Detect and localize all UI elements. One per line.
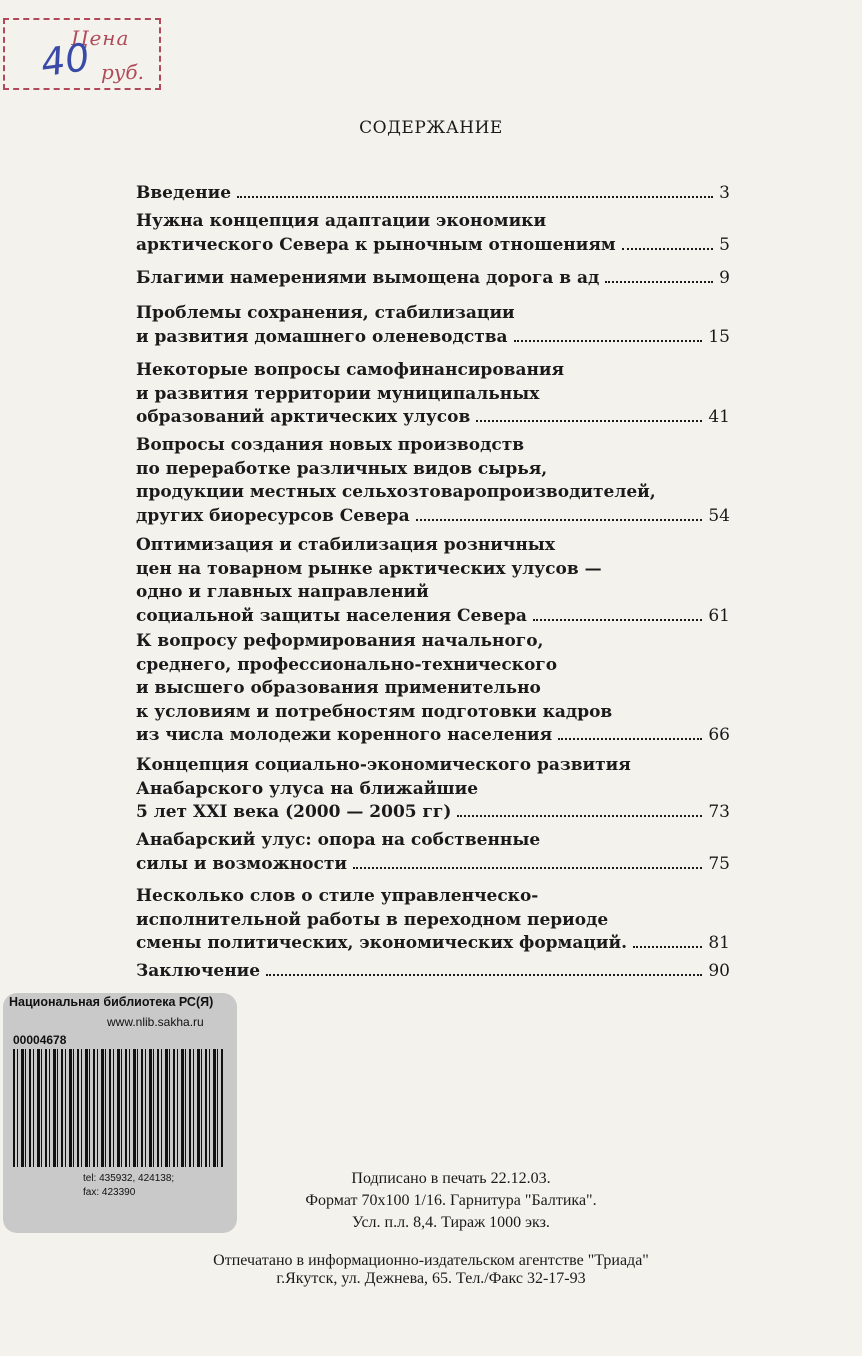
toc-entry-title-line: социальной защиты населения Севера [136,605,527,626]
toc-entry-title-line: и развития домашнего оленеводства [136,326,508,347]
toc-entry-last-line [136,932,730,956]
dot-leader [514,339,703,342]
imprint-print-run: Усл. п.л. 8,4. Тираж 1000 экз. [352,1214,550,1231]
toc-page-number: 9 [719,268,730,288]
toc-entry-title-line: образований арктических улусов [136,407,471,427]
toc-entry-title-line: Благими намерениями вымощена дорога в ад [136,268,600,288]
toc-page-number: 3 [719,183,730,203]
toc-entry-last-line [136,182,730,206]
toc-entry [136,359,730,430]
toc-entry-title-line: и высшего образования применительно [136,678,541,698]
toc-page-number: 66 [708,725,730,745]
toc-entry [136,754,730,825]
imprint-signed: Подписано в печать 22.12.03. [351,1170,551,1187]
toc-entry-last-line [136,960,730,984]
toc-entry-title-line: исполнительной работы в переходном периоде [136,909,609,930]
toc-entry-title-line: Концепция социально-экономического развития [136,755,631,775]
imprint-format: Формат 70х100 1/16. Гарнитура "Балтика". [305,1192,597,1209]
toc-entry-title-line: 5 лет XXI века (2000 — 2005 гг) [136,802,452,822]
toc-entry-title-line: других биоресурсов Севера [136,505,410,526]
dot-leader [266,973,702,976]
imprint-printed-by: Отпечатано в информационно-издательском агентстве "Триада" [213,1252,649,1269]
toc-entry-title-line: продукции местных сельхозтоваропроизводителей, [136,482,656,502]
toc-entry-title-line: Несколько слов о стиле управленческо- [136,886,539,906]
toc-entry-last-line [136,505,730,529]
toc-entry [136,829,730,876]
toc-entry-title-line: Проблемы сохранения, стабилизации [136,303,515,323]
toc-entry-last-line [136,326,730,350]
barcode-icon [13,1049,225,1167]
toc-page-number: 15 [708,326,730,347]
library-name: Национальная библиотека РС(Я) [9,995,214,1009]
toc-entry-last-line [136,853,730,877]
dot-leader [605,280,713,283]
imprint-address: г.Якутск, ул. Дежнева, 65. Тел./Факс 32-17-93 [276,1270,586,1287]
toc-entry-title-line: к условиям и потребностям подготовки кадров [136,701,613,722]
toc-entry-last-line [136,267,730,291]
toc-entry [136,534,730,628]
toc-entry [136,302,730,349]
price-stamp-unit: руб. [101,60,144,84]
toc-page-number: 61 [708,605,730,626]
toc-entry [136,267,730,291]
toc-entry-title-line: среднего, профессионально-технического [136,654,558,675]
dot-leader [622,247,714,250]
toc-page-number: 81 [708,933,730,953]
toc-entry-last-line [136,234,730,258]
dot-leader [457,814,702,817]
dot-leader [533,618,702,621]
toc-entry [136,434,730,528]
toc-page-number: 73 [708,802,730,822]
dot-leader [416,518,703,521]
toc-entry-last-line [136,605,730,629]
toc-entry-title-line: Анабарский улус: опора на собственные [136,830,541,850]
toc-entry-title-line: арктического Севера к рыночным отношениям [136,234,616,255]
toc-entry-title-line: Анабарского улуса на ближайшие [136,778,479,799]
toc-entry-title-line: по переработке различных видов сырья, [136,458,548,479]
toc-entry-title-line: Нужна концепция адаптации экономики [136,211,547,231]
toc-entry-title-line: смены политических, экономических формаций. [136,933,628,953]
library-phone: tel: 435932, 424138; [83,1173,175,1184]
toc-entry-title-line: из числа молодежи коренного населения [136,725,553,745]
inventory-number: 00004678 [13,1033,67,1047]
dot-leader [353,866,702,869]
toc-entry-title-line: Заключение [136,961,261,981]
toc-entry-title-line: Некоторые вопросы самофинансирования [136,360,565,380]
toc-title: СОДЕРЖАНИЕ [359,118,503,138]
toc-entry-title-line: одно и главных направлений [136,582,429,602]
toc-entry [136,630,730,748]
toc-entry-title-line: и развития территории муниципальных [136,383,540,404]
toc-page-number: 54 [708,505,730,526]
toc-entry-title-line: К вопросу реформирования начального, [136,631,544,651]
dot-leader [558,737,702,740]
toc-page-number: 5 [719,234,730,255]
price-stamp-value: 40 [38,34,93,86]
toc-entry-last-line [136,406,730,430]
library-url: www.nlib.sakha.ru [107,1015,204,1029]
library-fax: fax: 423390 [83,1187,136,1198]
toc-entry-title-line: силы и возможности [136,853,347,874]
toc-entry [136,960,730,984]
dot-leader [476,419,702,422]
toc-entry-title-line: Введение [136,183,232,203]
dot-leader [237,195,713,198]
toc-entry [136,885,730,956]
toc-entry-last-line [136,724,730,748]
toc-entry-title-line: Оптимизация и стабилизация розничных [136,535,555,555]
price-stamp-word: Цена [71,26,130,50]
toc-entry-title-line: Вопросы создания новых производств [136,435,525,455]
toc-entry-last-line [136,801,730,825]
dot-leader [633,945,702,948]
toc-entry [136,210,730,257]
price-stamp [3,18,161,90]
toc-entry-title-line: цен на товарном рынке арктических улусов — [136,558,602,579]
toc-page-number: 41 [708,407,730,427]
toc-page-number: 75 [708,853,730,874]
toc-page-number: 90 [708,961,730,981]
toc-entry [136,182,730,206]
